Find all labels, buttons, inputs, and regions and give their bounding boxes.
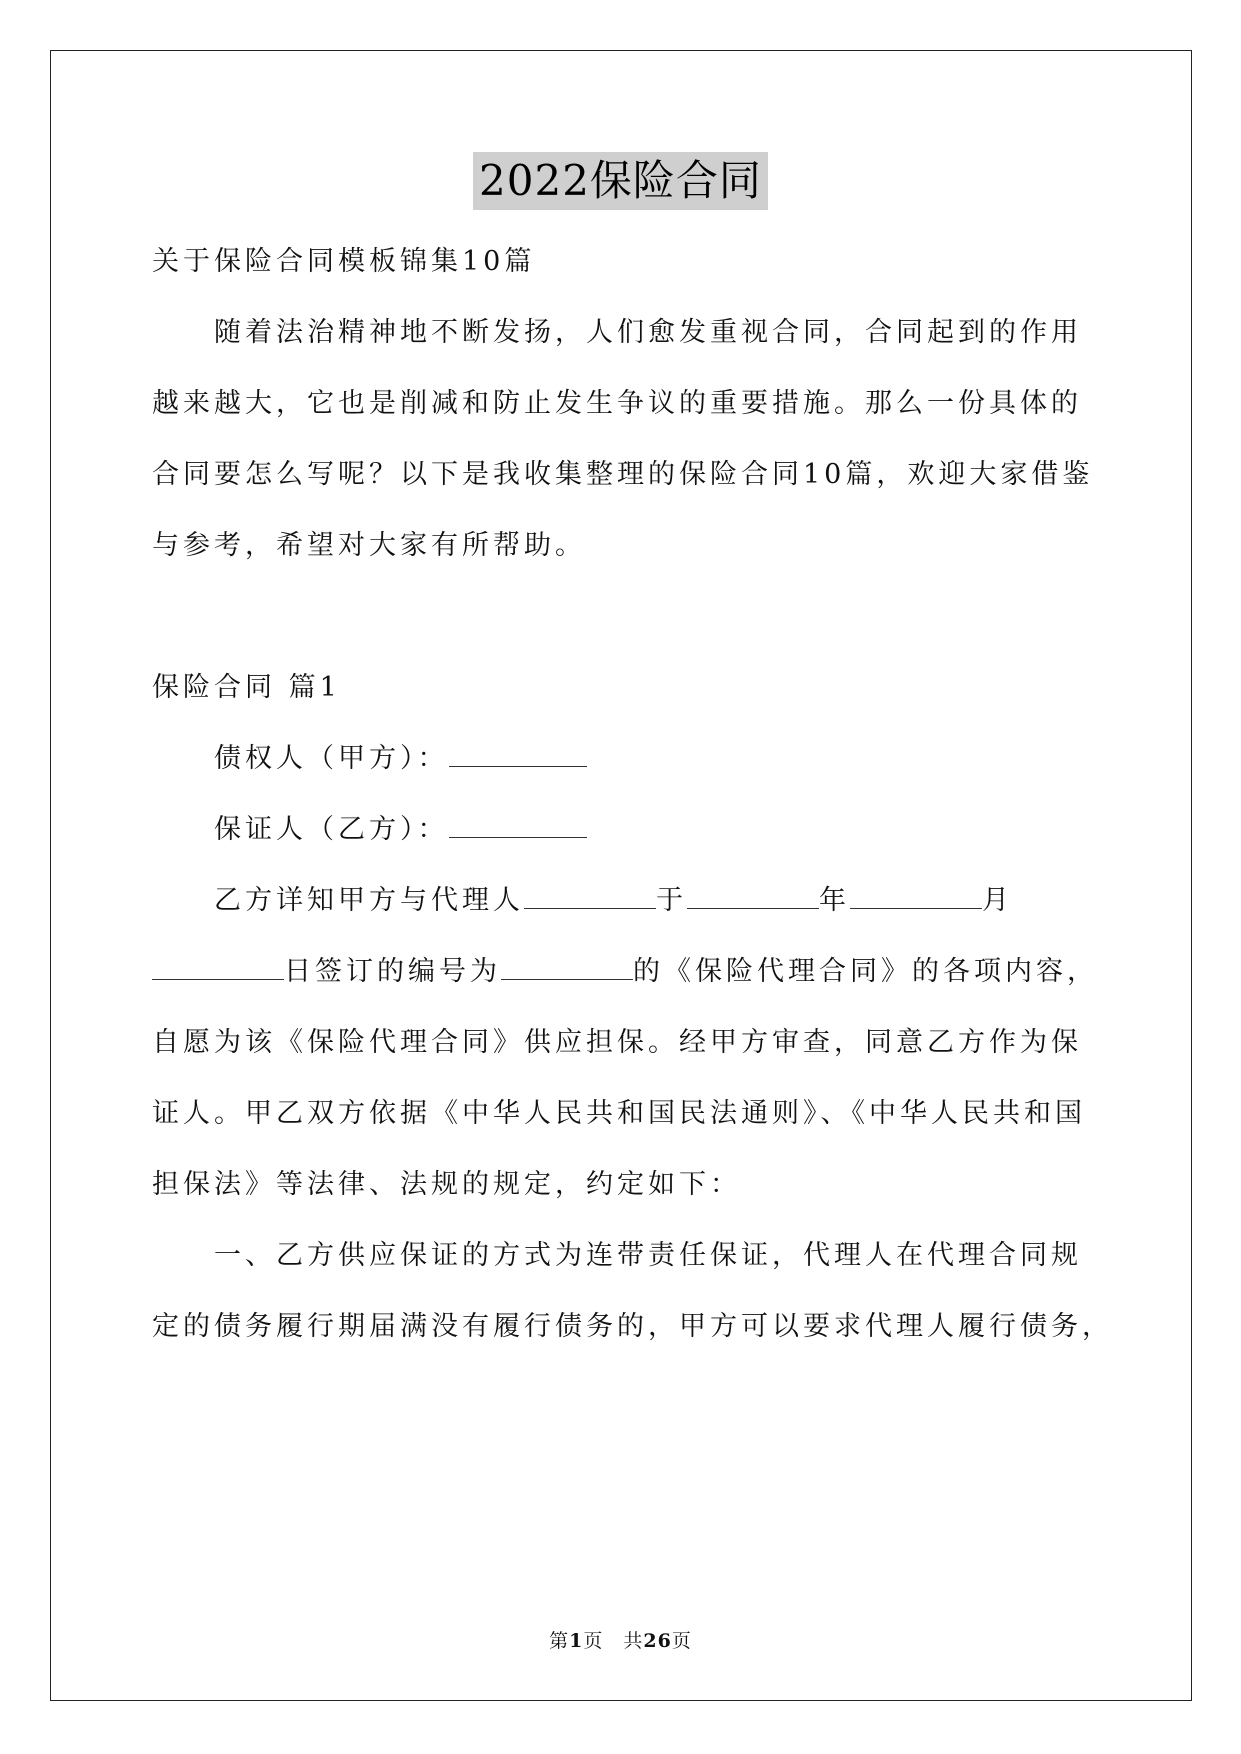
section-heading: 保险合同 篇1	[152, 672, 341, 703]
contract-number-blank	[501, 953, 633, 980]
intro-line-2: 越来越大，它也是削减和防止发生争议的重要措施。那么一份具体的	[152, 388, 1082, 419]
document-subtitle: 关于保险合同模板锦集10篇	[152, 246, 536, 277]
body-line-2	[152, 952, 1098, 992]
total-page-number: 26	[643, 1630, 672, 1652]
guarantor-line	[214, 810, 1154, 850]
agent-blank	[524, 882, 656, 909]
intro-line-3: 合同要怎么写呢？以下是我收集整理的保险合同10篇，欢迎大家借鉴	[152, 459, 1094, 490]
creditor-line	[214, 739, 1154, 779]
current-page-number: 1	[569, 1630, 584, 1652]
body-line-1	[214, 881, 1154, 921]
page-footer	[0, 1628, 1241, 1654]
creditor-label: 债权人（甲方）：	[214, 743, 449, 774]
title-wrap	[0, 152, 1241, 210]
body-line-3: 自愿为该《保险代理合同》供应担保。经甲方审查，同意乙方作为保	[152, 1027, 1082, 1058]
guarantor-blank	[449, 811, 587, 838]
body-line-4: 证人。甲乙双方依据《中华人民共和国民法通则》、《中华人民共和国	[152, 1098, 1086, 1129]
body-line-7: 定的债务履行期届满没有履行债务的，甲方可以要求代理人履行债务，	[152, 1311, 1113, 1342]
footer-suffix: 页	[671, 1630, 692, 1652]
month-blank	[850, 882, 982, 909]
intro-line-4: 与参考，希望对大家有所帮助。	[152, 530, 586, 561]
page-frame	[50, 50, 1192, 1701]
day-blank	[152, 953, 284, 980]
document-title: 2022保险合同	[473, 152, 768, 210]
body-text: 日签订的编号为	[284, 956, 501, 987]
creditor-blank	[449, 740, 587, 767]
year-blank	[687, 882, 819, 909]
body-line-5: 担保法》等法律、法规的规定，约定如下：	[152, 1169, 741, 1200]
body-text: 月	[982, 885, 1013, 916]
body-text: 的《保险代理合同》的各项内容，	[633, 956, 1098, 987]
body-line-6: 一、乙方供应保证的方式为连带责任保证，代理人在代理合同规	[214, 1240, 1082, 1271]
guarantor-label: 保证人（乙方）：	[214, 814, 449, 845]
intro-line-1: 随着法治精神地不断发扬，人们愈发重视合同，合同起到的作用	[214, 317, 1082, 348]
body-text: 年	[819, 885, 850, 916]
footer-mid: 页 共	[583, 1630, 644, 1652]
footer-prefix: 第	[549, 1630, 570, 1652]
body-text: 乙方详知甲方与代理人	[214, 885, 524, 916]
body-text: 于	[656, 885, 687, 916]
